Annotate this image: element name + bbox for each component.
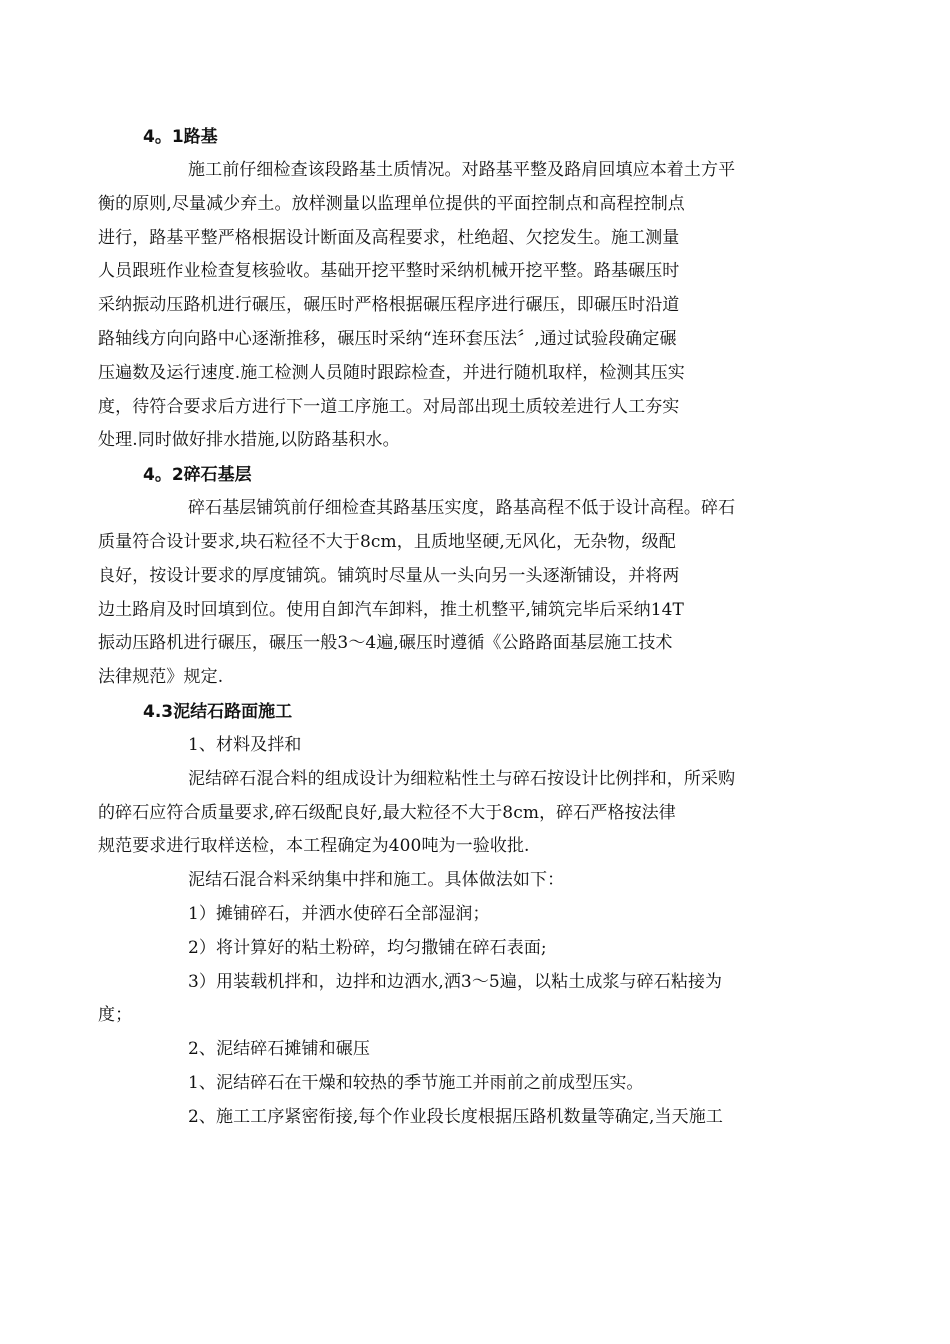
paragraph-mixing-method bbox=[143, 864, 809, 898]
text-line: 度； bbox=[98, 1005, 133, 1026]
text-line: 2、泥结碎石摊铺和碾压 bbox=[188, 1039, 370, 1060]
text-line: 的碎石应符合质量要求,碎石级配良好,最大粒径不大于8cm，碎石严格按法律 bbox=[98, 802, 676, 823]
text-line: 采纳振动压路机进行碾压，碾压时严格根据碾压程序进行碾压，即碾压时沿道 bbox=[98, 295, 680, 316]
text-line: 度，待符合要求后方进行下一道工序施工。对局部出现土质较差进行人工夯实 bbox=[98, 396, 680, 417]
text-line: 1、材料及拌和 bbox=[188, 734, 302, 755]
text-line: 处理.同时做好排水措施,以防路基积水。 bbox=[98, 430, 400, 451]
text-line: 规范要求进行取样送检，本工程确定为400吨为一验收批. bbox=[98, 836, 530, 857]
text-line: 进行，路基平整严格根据设计断面及高程要求，杜绝超、欠挖发生。施工测量 bbox=[98, 227, 680, 248]
text-line: 质量符合设计要求,块石粒径不大于8cm，且质地坚硬,无风化，无杂物，级配 bbox=[98, 531, 676, 552]
list-item-paving-2 bbox=[143, 1101, 809, 1135]
text-line: 法律规范》规定. bbox=[98, 667, 224, 688]
text-line: 1）摊铺碎石，并洒水使碎石全部湿润； bbox=[188, 903, 490, 924]
text-line: 2）将计算好的粘土粉碎，均匀撒铺在碎石表面; bbox=[188, 937, 547, 958]
text-line: 1、泥结碎石在干燥和较热的季节施工并雨前之前成型压实。 bbox=[188, 1072, 644, 1093]
subheading-paving-rolling bbox=[143, 1033, 809, 1067]
text-line: 3）用装载机拌和，边拌和边洒水,洒3～5遍，以粘土成浆与碎石粘接为 bbox=[188, 971, 723, 992]
text-line: 施工前仔细检查该段路基土质情况。对路基平整及路肩回填应本着土方平 bbox=[188, 160, 736, 180]
subheading-materials-mixing bbox=[143, 729, 809, 763]
paragraph-subgrade bbox=[98, 154, 809, 458]
text-line: 人员跟班作业检查复核验收。基础开挖平整时采纳机械开挖平整。路基碾压时 bbox=[98, 261, 680, 282]
section-heading-subgrade: 4。1路基 bbox=[143, 127, 218, 147]
paragraph-mix-design bbox=[98, 763, 809, 864]
text-line: 路轴线方向向路中心逐渐推移，碾压时采纳“连环套压法〞,通过试验段确定碾 bbox=[98, 328, 677, 349]
text-line: 碎石基层铺筑前仔细检查其路基压实度，路基高程不低于设计高程。碎石 bbox=[188, 498, 736, 519]
text-line: 2、施工工序紧密衔接,每个作业段长度根据压路机数量等确定,当天施工 bbox=[188, 1106, 723, 1127]
text-line: 振动压路机进行碾压，碾压一般3～4遍,碾压时遵循《公路路面基层施工技术 bbox=[98, 633, 673, 654]
section-heading-gravel-base: 4。2碎石基层 bbox=[143, 465, 252, 486]
text-line: 泥结碎石混合料的组成设计为细粒粘性土与碎石按设计比例拌和，所采购 bbox=[188, 768, 736, 789]
section-heading-clay-bound-macadam: 4.3泥结石路面施工 bbox=[143, 701, 293, 722]
text-line: 衡的原则,尽量减少弃土。放样测量以监理单位提供的平面控制点和高程控制点 bbox=[98, 193, 685, 214]
paragraph-gravel-base bbox=[98, 492, 809, 695]
list-item-step-3 bbox=[98, 966, 809, 1034]
list-item-step-2 bbox=[143, 932, 809, 966]
text-line: 压遍数及运行速度.施工检测人员随时跟踪检查，并进行随机取样，检测其压实 bbox=[98, 362, 685, 383]
text-line: 边土路肩及时回填到位。使用自卸汽车卸料，推土机整平,铺筑完毕后采纳14T bbox=[98, 599, 684, 620]
text-line: 良好，按设计要求的厚度铺筑。铺筑时尽量从一头向另一头逐渐铺设，并将两 bbox=[98, 565, 680, 586]
document-page bbox=[98, 120, 809, 1135]
list-item-paving-1 bbox=[143, 1067, 809, 1101]
text-line: 泥结石混合料采纳集中拌和施工。具体做法如下： bbox=[188, 870, 565, 891]
list-item-step-1 bbox=[143, 898, 809, 932]
